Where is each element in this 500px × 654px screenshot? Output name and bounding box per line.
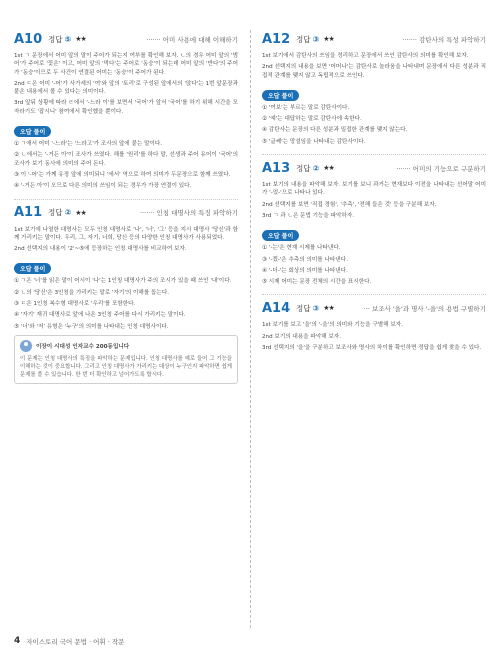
column-divider (250, 30, 251, 628)
question-number: A14 (262, 300, 291, 316)
solution-step-2: 2nd 선택지의 내용이 '2'~⑤에 등장하는 인칭 대명사를 비교하여 보자. (14, 246, 187, 253)
difficulty-stars: ★★ (323, 304, 334, 313)
solution-step-3: 3rd ㄱ 과 ㄴ은 문법 기능을 파악하자. (262, 212, 355, 219)
difficulty-stars: ★★ (323, 35, 334, 43)
question-topic: ······· 어미 사용에 대해 이해하기 (146, 35, 238, 44)
answer-label: 정답 (48, 208, 63, 218)
book-title: 자이스토리 국어 문법 · 어휘 · 작문 (26, 637, 125, 646)
wrong-answer-2: ③ '-겠-'은 추측의 의미를 나타낸다. (262, 256, 348, 263)
question-a12 (262, 30, 486, 146)
question-number: A10 (14, 31, 43, 47)
teacher-note-header (20, 340, 232, 352)
answer-label: 정답 (296, 303, 311, 313)
solution-step-2: 2nd ㄷ은 어미 '-어'가 사가세의 '여'와 앞의 '토리'로 구성된 앞에서의 '앉다'는 1번 앞문장과 붙은 내용에서 볼 수 있다는 의미이다. (14, 80, 238, 96)
wrong-answer-2: ② ㄴ의 '당신'은 3인칭을 가리키는 말로 '자기'의 이해를 돕는다. (14, 289, 170, 296)
question-header (14, 30, 238, 48)
left-column (14, 30, 238, 392)
question-number: A12 (262, 31, 291, 47)
right-column (262, 30, 486, 360)
answer-value: ② (312, 163, 320, 173)
wrong-answer-2: ② '예'는 대답하는 말로 감탄사에 속한다. (262, 116, 362, 123)
solution-step-2: 2nd 선택지를 보면 '직접 경험', '추측', '전해 들은 것' 등을 구분해 보자. (262, 201, 437, 208)
question-header (14, 204, 238, 222)
question-header (262, 299, 486, 317)
wrong-answer-heading: 오답 풀이 (262, 230, 299, 241)
wrong-answer-1: ① ㄱ은 '너'를 읽은 말이 어시이 '나'는 1인칭 대명사가 주의 조시가 있을 때 쓰인 '내'이다. (14, 278, 232, 285)
difficulty-stars: ★★ (323, 164, 334, 173)
wrong-answer-4: ④ '-거든 아'이 오므로 다른 의미의 쓰임이 되는 경우가 가장 연결이 있다. (14, 183, 192, 190)
wrong-answer-heading: 오답 풀이 (14, 126, 51, 137)
teacher-note-text: 이 문제는 인칭 대명사의 특징을 파악하는 문제입니다. 인칭 대명사를 예로 들어 그 기능을 이해하는 것이 중요합니다. 그리고 인칭 대명사가 가리키는 대상이 누구인지 파악하면 쉽게 문제를 풀 수 있습니다. 한 번 더 확인하고 넘어가도록 합시다. (20, 355, 232, 378)
wrong-answer-4: ④ '자기' 재귀 대명사로 앞에 나온 3인칭 주어를 다시 가리키는 말이다. (14, 312, 186, 319)
question-number: A11 (14, 205, 43, 221)
wrong-answer-2: ② ㄴ에서는 '-거든 아'이 조사가 쓰였다. 해를 '원리'를 하다 말, 선생과 주어 유어이 '국어'의 조사가 보기 동사에 의미의 주어 돈다. (14, 152, 238, 167)
solution-step-3: 3rd 앞뒤 상황에 따라 ㄹ에서 '-느라 이'를 보면서 '국어'가 앞서 '국어'를 하기 위해 시간을 모자라기도 '잡시니' 참여에서 확인했을 뿐이다. (14, 100, 238, 115)
teacher-avatar-icon (20, 340, 32, 352)
answer-label: 정답 (48, 34, 63, 44)
question-topic: ······· 감탄사의 특성 파악하기 (402, 35, 486, 44)
answer-value: ② (64, 208, 72, 218)
answer-value: ⑤ (64, 34, 72, 44)
wrong-answer-1: ① '여보'는 부르는 말로 감탄사이다. (262, 104, 350, 111)
wrong-answer-heading: 오답 풀이 (14, 263, 51, 274)
wrong-answer-3: ④ '-더-'는 회상의 의미를 나타낸다. (262, 267, 348, 274)
question-number: A13 (262, 160, 291, 176)
wrong-answer-1: ① ㄱ에서 어미 '-느라'는 '느라고'가 조사의 앞에 붙는 말이다. (14, 141, 163, 148)
wrong-answer-5: ⑤ '너'와 '저' 유형은 '누구'의 의미를 나타내는 인칭 대명사이다. (14, 323, 169, 330)
solution-step-1: 1st 보기에서 감탄사의 쓰임을 정리하고 문장에서 쓰인 감탄사의 의미를 확인해 보자. (262, 53, 469, 59)
page-footer (14, 636, 124, 646)
question-topic: ······· 인칭 대명사의 특징 파악하기 (139, 209, 238, 218)
question-header (262, 30, 486, 48)
wrong-answer-3: ③ 이 '-어'는 가께 유정 앞에 의미되니 '에서' 역으로 하여 의미가 두문장으로 함께 쓰였다. (14, 171, 231, 178)
question-header (262, 159, 486, 177)
section-divider (14, 199, 238, 200)
solution-step-2: 2nd 선택지의 내용을 보면 '어머나'는 감탄사로 놀라움을 나타내며 문장에서 다른 성분과 직접적 관계를 맺지 않고 독립적으로 쓰인다. (262, 64, 486, 79)
teacher-note-box (14, 335, 238, 384)
wrong-answer-1: ① '-는'은 현재 시제를 나타낸다. (262, 245, 341, 252)
solution-step-1: 1st 보기를 보고 '을'의 '-을'의 의미와 기능을 구별해 보자. (262, 322, 403, 329)
solution-step-2: 2nd 보기의 내용을 파악해 보자. (262, 333, 341, 340)
difficulty-stars: ★★ (75, 208, 86, 217)
teacher-name: 이장이 시대성 인자교수 200동입니다 (36, 343, 130, 350)
answer-label: 정답 (296, 34, 311, 44)
page-number: 4 (14, 636, 21, 646)
question-a13 (262, 159, 486, 286)
wrong-answer-4: ⑤ '글쎄'는 망설임을 나타내는 감탄사이다. (262, 138, 366, 145)
solution-step-1: 1st 보기에 나열한 대명사는 모두 인칭 대명사로 '나', '너', '그' 등을 지시 대명사 '당신'과 함께 가리키는 말이다. 우리, 그, 자기, 너희, 당신 등의 다양한 인칭 대명사가 사용되었다. (14, 226, 238, 241)
answer-value: ③ (312, 34, 320, 44)
section-divider (262, 294, 486, 295)
answer-label: 정답 (296, 163, 311, 173)
question-a11 (14, 204, 238, 384)
question-topic: ··· 보조사 '을'과 명사 '-을'의 용법 구별하기 (363, 304, 486, 313)
solution-step-3: 3rd 선택지의 '을'을 구분하고 보조사와 명사의 차이를 확인하면 정답을 쉽게 찾을 수 있다. (262, 345, 482, 352)
question-a10 (14, 30, 238, 191)
wrong-answer-4: ⑤ 시제 어미는 문장 전체의 시간을 표시한다. (262, 279, 372, 286)
question-a14 (262, 299, 486, 352)
wrong-answer-heading: 오답 풀이 (262, 90, 299, 101)
solution-step-1: 1st 보기의 내용을 파악해 보자. 보기를 보니 과거는 현재보다 이전을 나타내는 선어말 어미가 '-었-'으로 나타나 있다. (262, 182, 486, 197)
solution-step-1: 1st ㄱ 문장에서 어미 앞의 말이 주어가 되는지 여부를 확인해 보자. ㄴ의 경우 어미 앞의 '범어'가 주어로 '꽃은' 이고, 어미 앞의 '먹다'는 주어로 '동숭'이 되는데 어미 앞의 '반다'의 주어가 '동숭'이므로 두 사건이 연결된 어미는 '동숭'이 주어가 된다. (14, 53, 238, 76)
answer-value: ③ (312, 303, 320, 313)
wrong-answer-3: ③ ㄷ은 1인칭 복수형 대명사로 '우리'를 포함한다. (14, 301, 136, 308)
difficulty-stars: ★★ (75, 35, 86, 43)
question-topic: ······· 어미의 기능으로 구분하기 (396, 164, 486, 173)
section-divider (262, 154, 486, 155)
wrong-answer-3: ④ 감탄사는 문장의 다른 성분과 밀접한 관계를 맺지 않는다. (262, 127, 408, 134)
